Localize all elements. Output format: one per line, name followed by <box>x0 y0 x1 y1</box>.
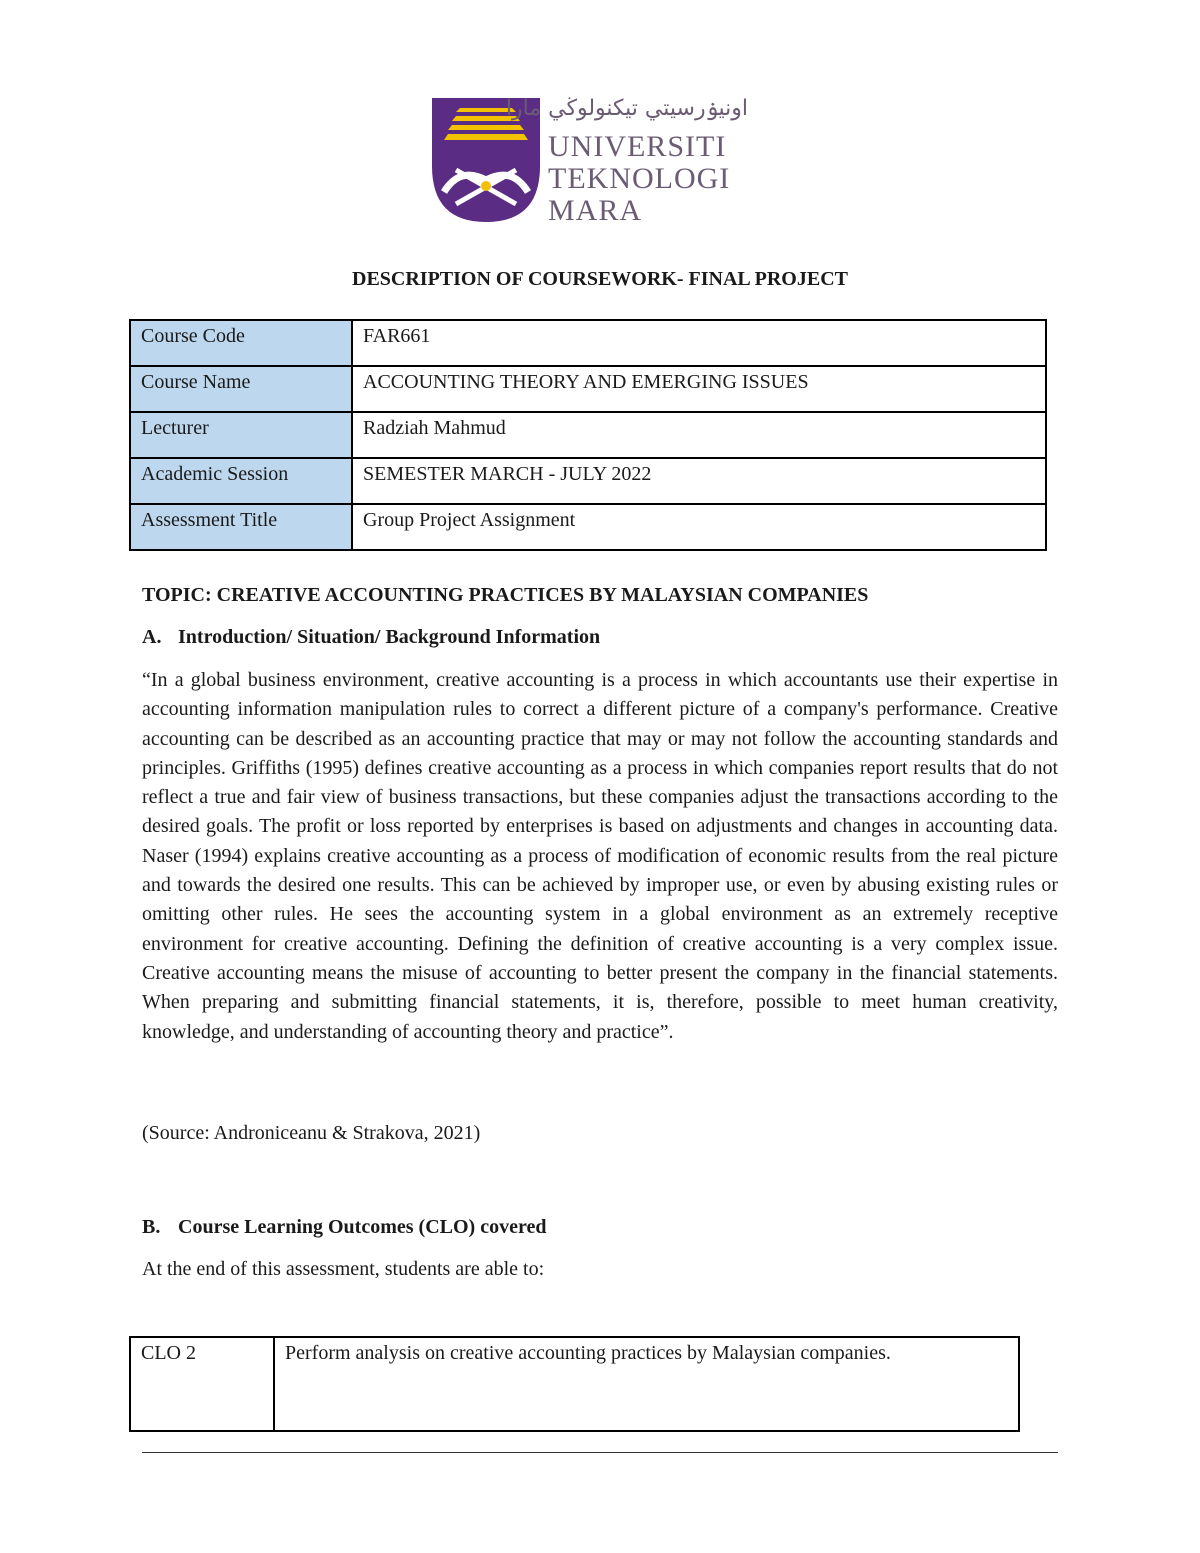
clo-description-cell: Perform analysis on creative accounting practices by Malaysian companies. <box>274 1337 1019 1431</box>
academic-session-label: Academic Session <box>130 458 352 504</box>
table-row <box>130 458 1046 504</box>
section-b-intro: At the end of this assessment, students are able to: <box>142 1258 545 1280</box>
logo-arabic-text: اونيۏرسيتي تيكنولوڬي مارا <box>505 96 748 121</box>
logo-line-teknologi: TEKNOLOGI <box>548 162 731 195</box>
section-b-number: B. <box>142 1216 161 1238</box>
logo-line-universiti: UNIVERSITI <box>548 130 727 163</box>
university-logo <box>430 96 748 227</box>
table-row <box>130 366 1046 412</box>
source-citation: (Source: Androniceanu & Strakova, 2021) <box>142 1122 481 1144</box>
table-row <box>130 1337 1019 1431</box>
footer-divider <box>142 1452 1058 1453</box>
table-row <box>130 412 1046 458</box>
section-a-number: A. <box>142 626 162 648</box>
assessment-title-label: Assessment Title <box>130 504 352 550</box>
course-code-value: FAR661 <box>352 320 1046 366</box>
assessment-title-value: Group Project Assignment <box>352 504 1046 550</box>
lecturer-label: Lecturer <box>130 412 352 458</box>
section-a-heading <box>142 626 600 649</box>
course-name-label: Course Name <box>130 366 352 412</box>
section-b-heading <box>142 1216 546 1239</box>
document-title: DESCRIPTION OF COURSEWORK- FINAL PROJECT <box>352 268 848 290</box>
section-b-title: Course Learning Outcomes (CLO) covered <box>178 1216 547 1238</box>
section-a-title: Introduction/ Situation/ Background Information <box>178 626 601 648</box>
logo-line-mara: MARA <box>548 194 643 227</box>
table-row <box>130 320 1046 366</box>
clo-id-cell: CLO 2 <box>130 1337 274 1431</box>
course-name-value: ACCOUNTING THEORY AND EMERGING ISSUES <box>352 366 1046 412</box>
table-row <box>130 504 1046 550</box>
course-info-table <box>129 319 1047 551</box>
topic-heading: TOPIC: CREATIVE ACCOUNTING PRACTICES BY MALAYSIAN COMPANIES <box>142 584 869 606</box>
introduction-paragraph: “In a global business environment, creative accounting is a process in which accountants use their expertise in accounting information manipulation rules to correct a different picture of a company's performance. Creative accounting can be described as an accounting practice that may or may not follow the accounting standards and principles. Griffiths (1995) defines creative accounting as a process in which companies report results that do not reflect a true and fair view of business transactions, but these companies adjust the transactions according to the desired goals. The profit or loss reported by enterprises is based on adjustments and changes in accounting data. Naser (1994) explains creative accounting as a process of modification of economic results from the real picture and towards the desired one results. This can be achieved by improper use, or even by abusing existing rules or omitting other rules. He sees the accounting system in a global environment as an extremely receptive environment for creative accounting. Defining the definition of creative accounting is a very complex issue. Creative accounting means the misuse of accounting to better present the company in the financial statements. When preparing and submitting financial statements, it is, therefore, possible to meet human creativity, knowledge, and understanding of accounting theory and practice”. <box>142 669 1058 1043</box>
academic-session-value: SEMESTER MARCH - JULY 2022 <box>352 458 1046 504</box>
lecturer-value: Radziah Mahmud <box>352 412 1046 458</box>
clo-table <box>129 1336 1020 1432</box>
course-code-label: Course Code <box>130 320 352 366</box>
